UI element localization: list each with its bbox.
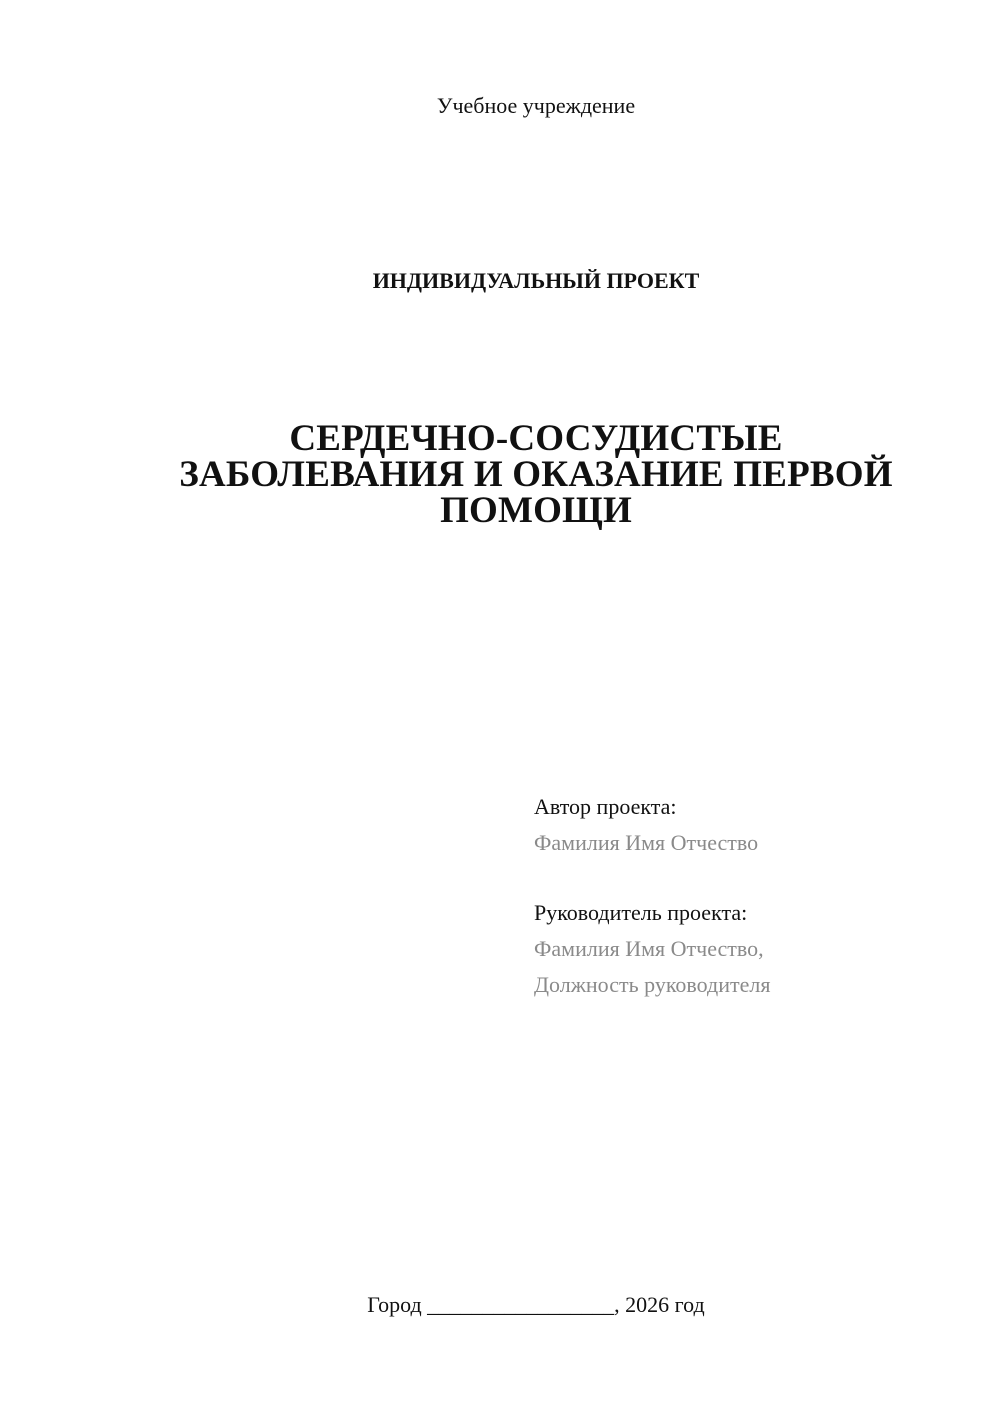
institution-name: Учебное учреждение [436, 93, 636, 118]
title-line-3: ПОМОЩИ [440, 490, 632, 531]
supervisor-name: Фамилия Имя Отчество, [534, 936, 764, 961]
credits-spacer [534, 861, 964, 895]
city-year-footer: Город _________________, 2026 год [367, 1292, 705, 1317]
document-type: ИНДИВИДУАЛЬНЫЙ ПРОЕКТ [372, 268, 700, 293]
supervisor-position: Должность руководителя [534, 972, 771, 997]
credits-block [534, 789, 964, 1003]
author-label: Автор проекта: [534, 794, 677, 819]
title-line-1: СЕРДЕЧНО-СОСУДИСТЫЕ [289, 418, 783, 459]
project-title [150, 418, 922, 531]
author-name: Фамилия Имя Отчество [534, 830, 759, 855]
supervisor-label: Руководитель проекта: [534, 900, 748, 925]
title-line-2: ЗАБОЛЕВАНИЯ И ОКАЗАНИЕ ПЕРВОЙ [179, 454, 893, 495]
